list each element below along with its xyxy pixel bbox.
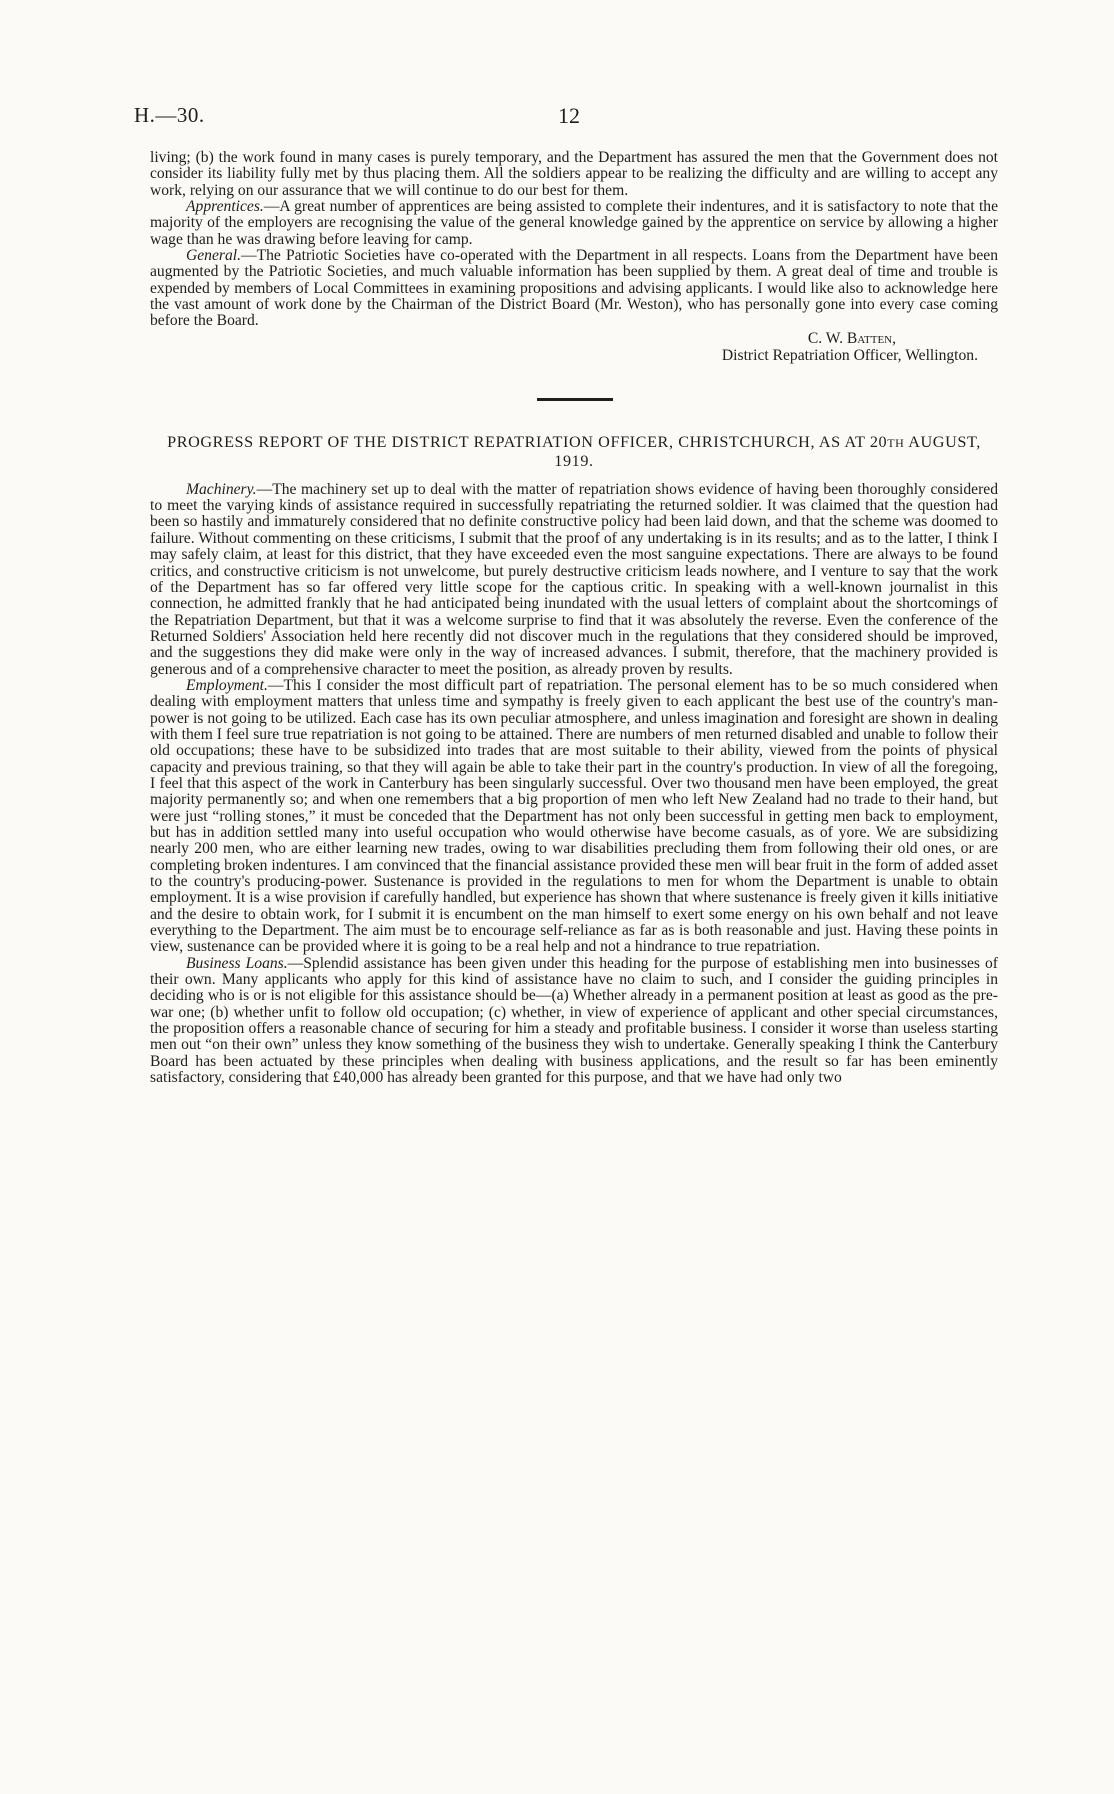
signature-title: District Repatriation Officer, Wellington. xyxy=(721,346,978,364)
business-loans-heading: Business Loans. xyxy=(186,954,288,972)
report-title-main: PROGRESS REPORT OF THE DISTRICT REPATRIATION OFFICER, CHRISTCHURCH, AS AT 20 xyxy=(167,432,888,451)
apprentices-text: —A great number of apprentices are being assisted to complete their indentures, and it is satisfactory to note that the majority of the employers are recognising the value of the general knowledge gained by the apprentice on service by allowing a higher wage than he was drawing before leaving for camp. xyxy=(150,198,998,248)
apprentices-paragraph xyxy=(150,199,998,248)
employment-heading: Employment. xyxy=(186,676,268,694)
section-divider xyxy=(537,398,613,401)
page-number: 12 xyxy=(558,103,580,128)
signature-block xyxy=(150,330,998,364)
running-header xyxy=(134,103,980,133)
apprentices-heading: Apprentices. xyxy=(186,198,264,216)
machinery-paragraph xyxy=(150,482,998,678)
signature-name: C. W. Batten, xyxy=(807,329,896,347)
report-title-end: AUGUST, 1919. xyxy=(554,432,981,470)
intro-paragraph: living; (b) the work found in many cases is purely temporary, and the Department has assured the men that the Government does not consider its liability fully met by thus placing them. All the soldiers appear to be realizing the difficulty and are willing to accept any work, relying on our assurance that we will continue to do our best for them. xyxy=(150,149,998,199)
employment-text: —This I consider the most difficult part of repatriation. The personal element has to be so much considered when dealing with employment matters that unless time and sympathy is freely given to each applicant the best use of the country's man-power is not going to be utilized. Each case has its own peculiar atmosphere, and unless imagination and foresight are shown in dealing with them I feel sure true repatriation is not going to be attained. There are numbers of men returned disabled and unable to follow their old occupations; these have to be subsidized into trades that are most suitable to their ability, viewed from the points of physical capacity and previous training, so that they will again be able to take their part in the country's production. In view of all the foregoing, I feel that this aspect of the work in Canterbury has been singularly successful. Over two thousand men have been employed, the great majority permanently so; and when one remembers that a big proportion of men who left New Zealand had no trade to their hand, but were just “rolling stones,” it must be conceded that the Department has not only been successful in getting men back to employment, but has in addition settled many into useful occupation who would otherwise have become casuals, as of yore. We are subsidizing nearly 200 men, who are either learning new trades, owing to war disabilities precluding them from following their old ones, or are completing broken indentures. I am convinced that the financial assistance provided these men will bear fruit in the form of added asset to the country's producing-power. Sustenance is provided in the regulations to men for whom the Department is unable to obtain employment. It is a wise provision if carefully handled, but experience has shown that where sustenance is freely given it kills initiative and the desire to obtain work, for I submit it is encumbent on the man himself to exert some energy on his own behalf and not leave everything to the Department. The aim must be to encourage self-reliance as far as is both reasonable and just. Having these points in view, sustenance can be provided where it is going to be a real help and not a hindrance to true repatriation. xyxy=(150,676,998,956)
machinery-heading: Machinery. xyxy=(186,480,257,498)
general-text: —The Patriotic Societies have co-operated with the Department in all respects. Loans from the Department have been augmented by the Patriotic Societies, and much valuable information has been supplied by them. A great deal of time and trouble is expended by members of Local Committees in examining propositions and advising applicants. I would like also to acknowledge here the vast amount of work done by the Chairman of the District Board (Mr. Weston), who has personally gone into every case coming before the Board. xyxy=(150,247,998,330)
business-loans-paragraph xyxy=(150,956,998,1087)
general-paragraph xyxy=(150,248,998,330)
page-body xyxy=(150,150,998,1087)
general-heading: General. xyxy=(186,247,241,265)
business-loans-text: —Splendid assistance has been given under this heading for the purpose of establishing men into businesses of their own. Many applicants who apply for this kind of assistance have no claim to such, and I consider the guiding principles in deciding who is or is not eligible for this assistance should be—(a) Whether already in a permanent position at least as good as the pre-war one; (b) whether unfit to follow old occupation; (c) whether, in view of experience of applicant and other special circumstances, the proposition offers a reasonable chance of securing for him a steady and profitable business. I consider it worse than useless starting men out “on their own” unless they know something of the business they wish to undertake. Generally speaking I think the Canterbury Board has been actuated by these principles when dealing with business applications, and the result so far has been eminently satisfactory, considering that £40,000 has already been granted for this purpose, and that we have had only two xyxy=(150,954,998,1087)
machinery-text: —The machinery set up to deal with the matter of repatriation shows evidence of having been thoroughly considered to meet the varying kinds of assistance required in successfully repatriating the returned soldier. It was claimed that the question had been so hastily and immaturely considered that no definite constructive policy had been laid down, and that the scheme was doomed to failure. Without commenting on these criticisms, I submit that the proof of any undertaking is in its results; and as to the latter, I think I may safely claim, at least for this district, that they have exceeded even the most sanguine expectations. There are always to be found critics, and constructive criticism is not unwelcome, but purely destructive criticism leads nowhere, and I venture to say that the work of the Department has so far offered very little scope for the captious critic. In speaking with a well-known journalist in this connection, he admitted frankly that he had anticipated being inundated with the usual letters of complaint about the shortcomings of the Repatriation Department, but that it was a welcome surprise to find that it was absolutely the reverse. Even the conference of the Returned Soldiers' Association held here recently did not discover much in the regulations that they considered should be improved, and the suggestions they did make were only in the way of increased advances. I submit, therefore, that the machinery provided is generous and of a comprehensive character to meet the position, as already proven by results. xyxy=(150,480,998,678)
report-title-suffix: TH xyxy=(887,435,905,450)
employment-paragraph xyxy=(150,678,998,956)
document-code: H.—30. xyxy=(134,103,205,127)
report-title xyxy=(150,433,998,470)
